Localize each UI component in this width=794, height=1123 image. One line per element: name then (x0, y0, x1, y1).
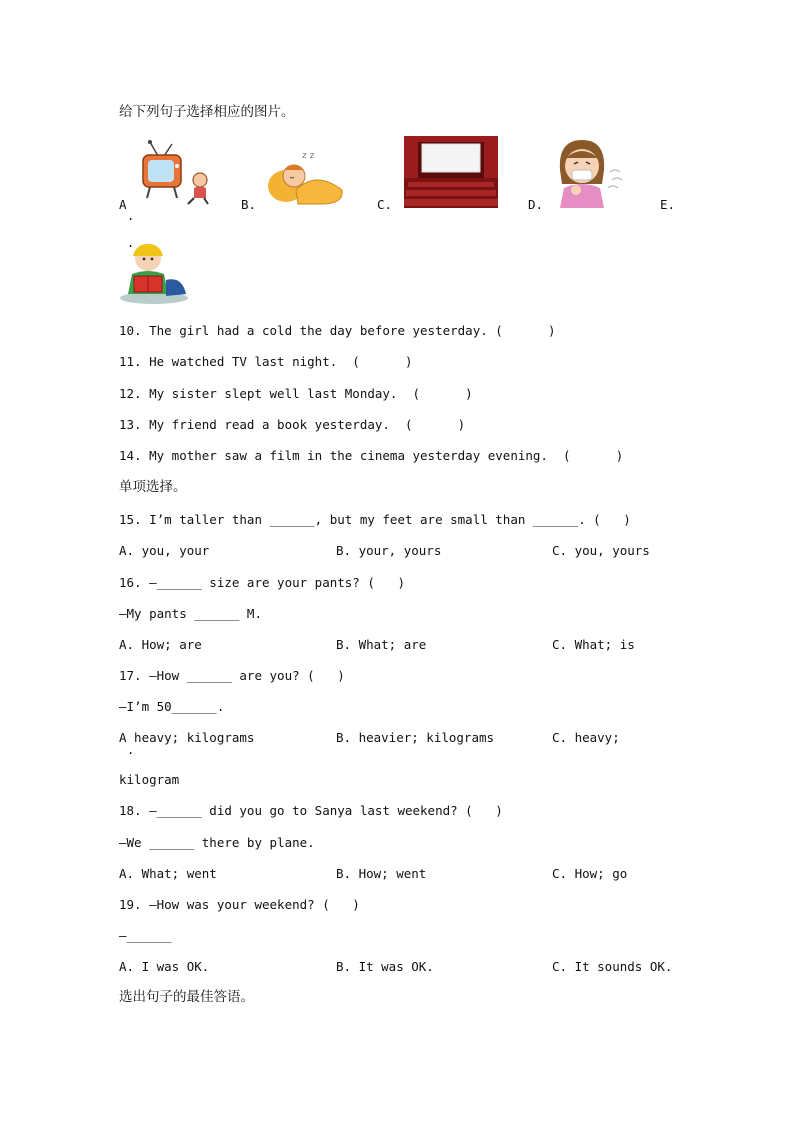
reply-16: —My pants ______ M. (119, 606, 262, 621)
option-a[interactable]: A. What; went (119, 866, 217, 881)
option-c[interactable]: C. heavy; (552, 730, 620, 745)
option-b[interactable]: B. It was OK. (336, 959, 434, 974)
option-a[interactable]: A. I was OK. (119, 959, 210, 974)
question-15: 15. I’m taller than ______, but my feet are small than ______. ( ) (119, 512, 631, 527)
options-16 (119, 637, 699, 653)
question-18: 18. —______ did you go to Sanya last weekend? ( ) (119, 803, 503, 818)
section-title-match: 给下列句子选择相应的图片。 (119, 104, 295, 120)
reply-19: —______ (119, 928, 172, 943)
option-a[interactable]: A. you, your (119, 543, 210, 558)
picture-label-c: C. (377, 197, 393, 212)
option-c[interactable]: C. It sounds OK. (552, 959, 673, 974)
option-a[interactable]: A heavy; kilograms (119, 730, 255, 745)
section-title-single-choice: 单项选择。 (119, 479, 187, 495)
question-10: 10. The girl had a cold the day before yesterday. ( ) (119, 323, 556, 338)
picture-label-e: E. (660, 197, 676, 212)
cinema-icon (404, 136, 498, 208)
question-17: 17. —How ______ are you? ( ) (119, 668, 345, 683)
option-b[interactable]: B. your, yours (336, 543, 442, 558)
sleeping-child-icon (264, 146, 346, 208)
picture-label-b: B. (241, 197, 257, 212)
option-a[interactable]: A. How; are (119, 637, 202, 652)
reply-18: —We ______ there by plane. (119, 835, 315, 850)
sick-girl-icon (552, 136, 628, 208)
question-14: 14. My mother saw a film in the cinema yesterday evening. ( ) (119, 448, 624, 463)
options-18 (119, 866, 699, 882)
picture-label-d: D. (528, 197, 544, 212)
section-title-best-answer: 选出句子的最佳答语。 (119, 989, 254, 1005)
question-11: 11. He watched TV last night. ( ) (119, 354, 413, 369)
question-19: 19. —How was your weekend? ( ) (119, 897, 360, 912)
option-c[interactable]: C. How; go (552, 866, 628, 881)
label-dot: . (127, 209, 135, 223)
label-dot: . (127, 236, 135, 250)
option-b[interactable]: B. heavier; kilograms (336, 730, 495, 745)
option-c[interactable]: C. you, yours (552, 543, 650, 558)
option-c[interactable]: C. What; is (552, 637, 635, 652)
picture-label-a: A (119, 197, 127, 212)
question-16: 16. —______ size are your pants? ( ) (119, 575, 405, 590)
reply-17: —I’m 50______. (119, 699, 225, 714)
option-b[interactable]: B. How; went (336, 866, 427, 881)
label-dot: . (127, 743, 135, 757)
options-19 (119, 959, 699, 975)
svg-text:z z: z z (302, 151, 315, 161)
option-b[interactable]: B. What; are (336, 637, 427, 652)
reading-boy-icon (118, 240, 190, 304)
options-15 (119, 543, 699, 559)
question-13: 13. My friend read a book yesterday. ( ) (119, 417, 466, 432)
question-12: 12. My sister slept well last Monday. ( ) (119, 386, 473, 401)
options-17 (119, 730, 699, 746)
tv-watching-icon (140, 140, 210, 206)
option-c-continued: kilogram (119, 772, 180, 787)
